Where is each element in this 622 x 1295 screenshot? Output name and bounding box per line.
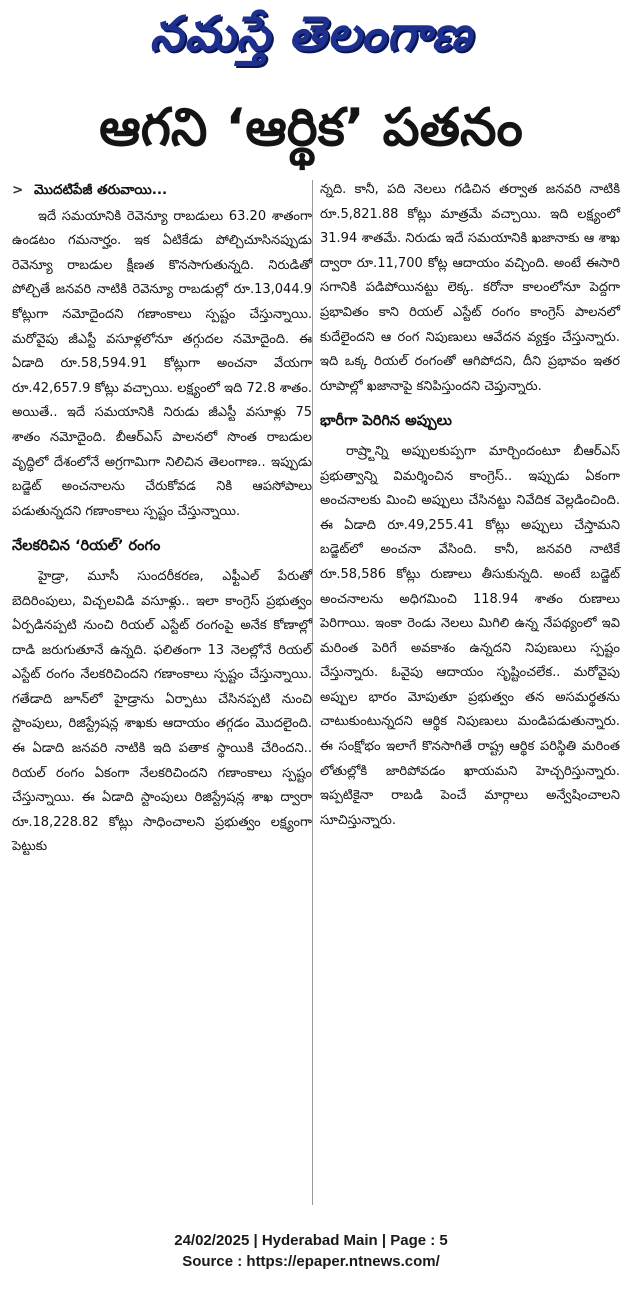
footer — [0, 1230, 622, 1272]
article-paragraph: న్నది. కానీ, పది నెలలు గడిచిన తర్వాత జనవరి నాటికి రూ.5,821.88 కోట్లు మాత్రమే వచ్చాయి. ఇది లక్ష్యంలో 31.94 శాతమే. నిరుడు ఇదే సమయానికి ఖజానాకు ఆ శాఖ ద్వారా రూ.11,700 కోట్ల ఆదాయం వచ్చింది. అంటే ఈసారి సగానికి పడిపోయినట్టు లెక్క. కరోనా కాలంలోనూ పెద్దగా ప్రభావితం కాని రియల్ ఎస్టేట్ రంగం కాంగ్రెస్ పాలనలో కుదేలైందని ఆ రంగ నిపుణులు ఆవేదన వ్యక్తం చేస్తున్నారు. ఇది ఒక్క రియల్ రంగంతో ఆగిపోదని, దీని ప్రభావం ఇతర రూపాల్లో ఖజానాపై కనిపిస్తుందని చెప్తున్నారు. — [320, 182, 620, 394]
masthead — [0, 0, 622, 80]
subheading-real-estate: నేలకరిచిన ‘రియల్’ రంగం — [12, 538, 161, 555]
article-paragraph: ఇదే సమయానికి రెవెన్యూ రాబడులు 63.20 శాతంగా ఉండటం గమనార్హం. ఇక ఏటికేడు పోల్చిచూసినప్పుడు రెవెన్యూ రాబడుల క్షీణత కొనసాగుతున్నది. నిరుడితో పోల్చితే జనవరి నాటికి రెవెన్యూ రాబడుల్లో రూ.13,044.9 కోట్లుగా నమోదైందని గణాంకాలు స్పష్టం చేస్తున్నాయి. మరోవైపు జీఎస్టీ వసూళ్లలోనూ తగ్గుదల నమోదైంది. ఈ ఏడాది రూ.58,594.91 కోట్లుగా అంచనా వేయగా రూ.42,657.9 కోట్లు వచ్చాయి. లక్ష్యంలో ఇది 72.8 శాతం. అయితే.. ఇదే సమయానికి నిరుడు జీఎస్టీ వసూళ్లు 75 శాతం నమోదైంది. బీఆర్ఎస్ పాలనలో సొంత రాబడుల వృద్ధిలో దేశంలోనే అగ్రగామిగా నిలిచిన తెలంగాణ.. ఇప్పుడు బడ్జెట్ అంచనాలను చేరుకోవడ నికి ఆపసోపాలు పడుతున్నదని గణాంకాలు స్పష్టం చేస్తున్నాయి. — [12, 208, 312, 519]
masthead-title: నమస్తే తెలంగాణ — [149, 6, 473, 62]
article-paragraph: రాష్ర్టాన్ని అప్పులకుప్పగా మార్చిందంటూ బీఆర్ఎస్ ప్రభుత్వాన్ని విమర్శించిన కాంగ్రెస్.. ఇప్పుడు ఏకంగా అంచనాలకు మించి అప్పులు చేసినట్టు నివేదిక వెల్లడించింది. ఈ ఏడాది రూ.49,255.41 కోట్లు అప్పులు చేస్తామని బడ్జెట్‌లో అంచనా వేసింది. కానీ, జనవరి నాటికే రూ.58,586 కోట్లు రుణాలు తీసుకున్నది. అంటే బడ్జెట్ అంచనాలను అధిగమించి 118.94 శాతం రుణాలు పెరిగాయి. ఇంకా రెండు నెలలు మిగిలి ఉన్న నేపథ్యంలో ఇవి మరింత పెరిగే అవకాశం ఉన్నదని నిపుణులు స్పష్టం చేస్తున్నారు. ఓవైపు ఆదాయం సృష్టించలేక.. మరోవైపు అప్పుల భారం మోపుతూ ప్రభుత్వం తన అసమర్థతను చాటుకుంటున్నదని ఆర్థిక నిపుణులు మండిపడుతున్నారు. ఈ సంక్షోభం ఇలాగే కొనసాగితే రాష్ట్ర ఆర్థిక పరిస్థితి మరింత లోతుల్లోకి జారిపోవడం ఖాయమని హెచ్చరిస్తున్నారు. ఇప్పటికైనా రాబడి పెంచే మార్గాలు అన్వేషించాలని సూచిస్తున్నారు. — [320, 443, 620, 828]
right-column — [320, 178, 620, 833]
footer-date-edition: 24/02/2025 | Hyderabad Main | Page : 5 — [174, 1232, 448, 1249]
kicker — [12, 178, 312, 203]
left-column — [12, 178, 312, 860]
column-divider — [312, 180, 313, 1205]
footer-source: Source : https://epaper.ntnews.com/ — [182, 1253, 440, 1270]
article-paragraph: హైడ్రా, మూసీ సుందరీకరణ, ఎఫ్టీఎల్ పేరుతో బెదిరింపులు, విచ్చలవిడి వసూళ్లు.. ఇలా కాంగ్రెస్ ప్రభుత్వం ఏర్పడినప్పటి నుంచి రియల్ ఎస్టేట్ రంగంపై అనేక కోణాల్లో దాడి జరుగుతూనే ఉన్నది. ఫలితంగా 13 నెలల్లోనే రియల్ ఎస్టేట్ రంగం నేలకరిచిందని గణాంకాలు స్పష్టం చేస్తున్నాయి. గతేడాది జూన్‌లో హైడ్రాను ఏర్పాటు చేసినప్పటి నుంచి స్టాంపులు, రిజిస్ట్రేషన్ల శాఖకు ఆదాయం తగ్గడం మొదలైంది. ఈ ఏడాది జనవరి నాటికి ఇది పతాక స్థాయికి చేరిందని.. రియల్ రంగం ఏకంగా నేలకరిచిందని గణాంకాలు స్పష్టం చేస్తున్నాయి. ఈ ఏడాది స్టాంపులు రిజిస్ట్రేషన్ల శాఖ ద్వారా రూ.18,228.82 కోట్లు సాధించాలని ప్రభుత్వం లక్ష్యంగా పెట్టుకు — [12, 568, 312, 855]
kicker-text: మొదటిపేజీ తరువాయి... — [34, 182, 168, 198]
chevron-right-icon: > — [12, 182, 24, 198]
subheading-debts: భారీగా పెరిగిన అప్పులు — [320, 413, 452, 430]
headline: ఆగని ‘ఆర్థిక’ పతనం — [99, 98, 523, 158]
